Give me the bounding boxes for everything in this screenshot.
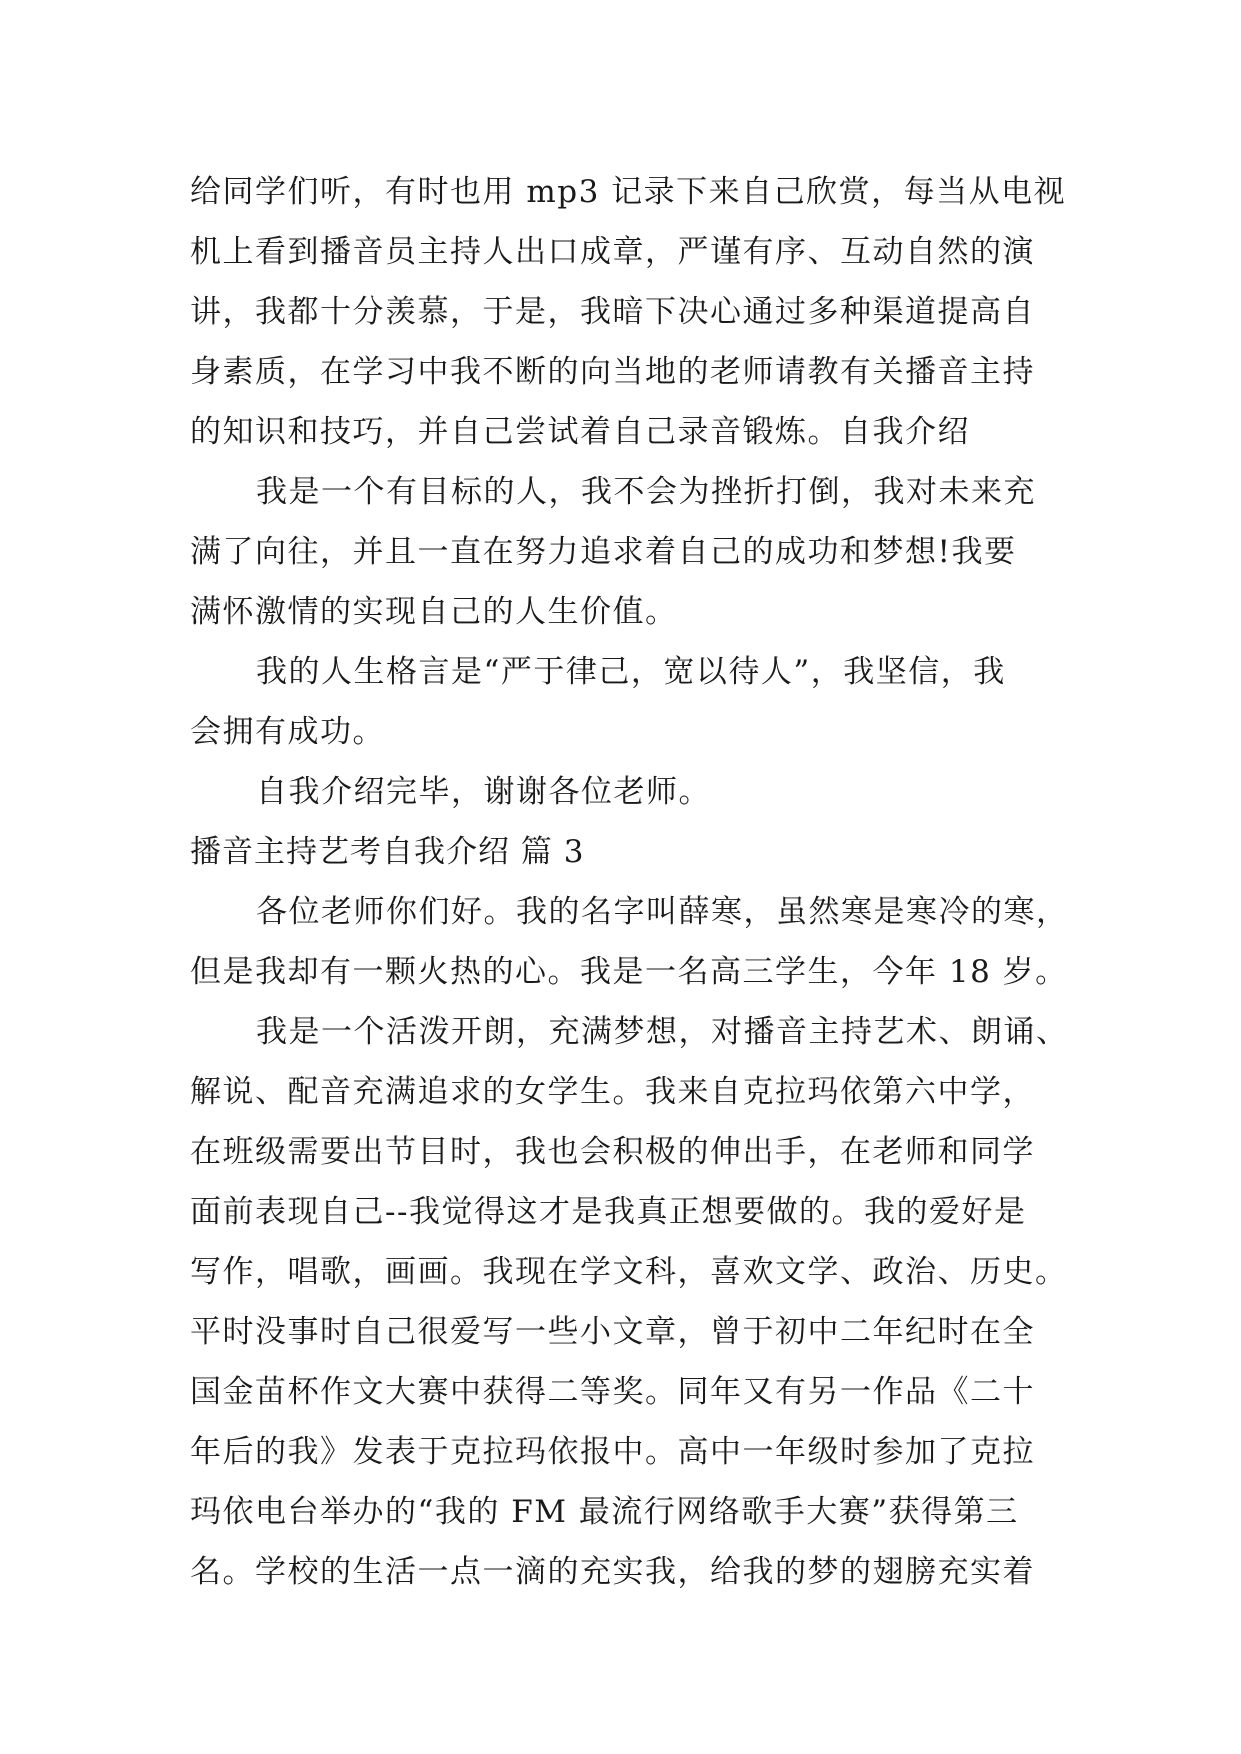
text-line: 年后的我》发表于克拉玛依报中。高中一年级时参加了克拉 [190,1434,1035,1470]
paragraph-first-line: 自我介绍完毕，谢谢各位老师。 [256,774,711,810]
text-line: 解说、配音充满追求的女学生。我来自克拉玛依第六中学， [190,1074,1035,1110]
paragraph-first-line: 我是一个有目标的人，我不会为挫折打倒，我对未来充 [256,474,1036,510]
text-line: 平时没事时自己很爱写一些小文章，曾于初中二年纪时在全 [190,1314,1035,1350]
text-line: 的知识和技巧，并自己尝试着自己录音锻炼。自我介绍 [190,414,970,450]
text-line: 满了向往，并且一直在努力追求着自己的成功和梦想!我要 [190,534,1017,570]
document-body [190,162,1070,1602]
text-line: 名。学校的生活一点一滴的充实我，给我的梦的翅膀充实着 [190,1554,1035,1590]
text-line: 玛依电台举办的“我的 FM 最流行网络歌手大赛”获得第三 [190,1494,1019,1530]
text-line: 会拥有成功。 [190,714,385,750]
paragraph-first-line: 我的人生格言是“严于律己，宽以待人”，我坚信，我 [256,654,1006,690]
text-line: 给同学们听，有时也用 mp3 记录下来自己欣赏，每当从电视 [190,174,1067,210]
text-line: 在班级需要出节目时，我也会积极的伸出手，在老师和同学 [190,1134,1035,1170]
text-line: 但是我却有一颗火热的心。我是一名高三学生，今年 18 岁。 [190,954,1068,990]
text-line: 讲，我都十分羡慕，于是，我暗下决心通过多种渠道提高自 [190,294,1035,330]
text-line: 面前表现自己--我觉得这才是我真正想要做的。我的爱好是 [190,1194,1027,1230]
paragraph-first-line: 各位老师你们好。我的名字叫薛寒，虽然寒是寒冷的寒， [256,894,1069,930]
text-line: 满怀激情的实现自己的人生价值。 [190,594,678,630]
paragraph-first-line: 我是一个活泼开朗，充满梦想，对播音主持艺术、朗诵、 [256,1014,1069,1050]
text-line: 机上看到播音员主持人出口成章，严谨有序、互动自然的演 [190,234,1035,270]
text-line: 国金苗杯作文大赛中获得二等奖。同年又有另一作品《二十 [190,1374,1035,1410]
section-heading: 播音主持艺考自我介绍 篇 3 [190,834,585,870]
text-line: 身素质，在学习中我不断的向当地的老师请教有关播音主持 [190,354,1035,390]
text-line: 写作，唱歌，画画。我现在学文科，喜欢文学、政治、历史。 [190,1254,1068,1290]
